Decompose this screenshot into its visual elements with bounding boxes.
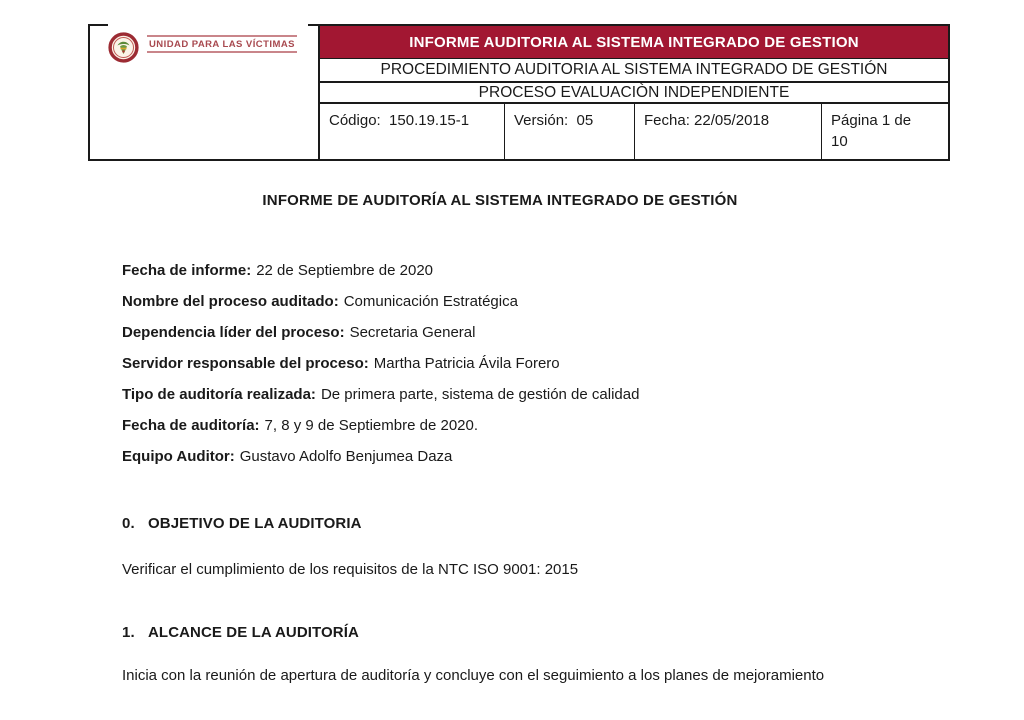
header-meta-row: [320, 104, 948, 159]
field-row-fecha-auditoria: [122, 410, 902, 441]
field-value: Martha Patricia Ávila Forero: [373, 355, 560, 372]
logo-wordmark: [147, 35, 297, 53]
meta-version: Versión: 05: [505, 104, 635, 159]
section-number: 0.: [122, 515, 135, 532]
section-body-alcance: Inicia con la reunión de apertura de auditoría y concluye con el seguimiento a los planes de mejoramiento: [122, 667, 825, 684]
field-label: Tipo de auditoría realizada:: [122, 386, 316, 403]
section-body-objetivo: Verificar el cumplimiento de los requisitos de la NTC ISO 9001: 2015: [122, 561, 579, 578]
section-heading-text: ALCANCE DE LA AUDITORÍA: [148, 624, 359, 641]
field-label: Equipo Auditor:: [122, 448, 235, 465]
logo-rule-bottom: [147, 51, 297, 53]
meta-fecha: Fecha: 22/05/2018: [635, 104, 822, 159]
logo-cell: [90, 26, 320, 159]
field-label: Fecha de informe:: [122, 262, 252, 279]
field-row-equipo-auditor: [122, 441, 902, 472]
field-value: 22 de Septiembre de 2020: [256, 262, 434, 279]
field-label: Dependencia líder del proceso:: [122, 324, 345, 341]
field-label: Servidor responsable del proceso:: [122, 355, 369, 372]
field-value: Comunicación Estratégica: [343, 293, 518, 310]
section-heading-text: OBJETIVO DE LA AUDITORIA: [148, 515, 362, 532]
field-value: Gustavo Adolfo Benjumea Daza: [239, 448, 453, 465]
report-fields: [122, 255, 902, 472]
header-table: [88, 24, 950, 161]
field-label: Nombre del proceso auditado:: [122, 293, 339, 310]
section-number: 1.: [122, 624, 135, 641]
colombia-crest-icon: [108, 32, 139, 63]
header-subtitle-procedimiento: PROCEDIMIENTO AUDITORIA AL SISTEMA INTEGRADO DE GESTIÓN: [320, 59, 948, 83]
meta-pagina: Página 1 de 10: [831, 112, 916, 150]
field-value: Secretaria General: [349, 324, 476, 341]
logo: [108, 21, 308, 73]
field-row-tipo-auditoria: [122, 379, 902, 410]
document-title: INFORME DE AUDITORÍA AL SISTEMA INTEGRADO DE GESTIÓN: [262, 192, 738, 209]
field-row-dependencia: [122, 317, 902, 348]
field-value: 7, 8 y 9 de Septiembre de 2020.: [264, 417, 479, 434]
section-heading-alcance: [122, 625, 359, 641]
meta-codigo: Código: 150.19.15-1: [320, 104, 505, 159]
header-band-title: INFORME AUDITORIA AL SISTEMA INTEGRADO DE GESTION: [320, 26, 948, 59]
field-row-fecha-informe: [122, 255, 902, 286]
logo-org-name: UNIDAD PARA LAS VÍCTIMAS: [149, 39, 295, 50]
header-subtitle-proceso: PROCESO EVALUACIÒN INDEPENDIENTE: [320, 83, 948, 104]
section-heading-objetivo: [122, 516, 362, 532]
field-value: De primera parte, sistema de gestión de calidad: [320, 386, 640, 403]
field-row-nombre-proceso: [122, 286, 902, 317]
header-info-cell: [320, 26, 948, 159]
field-label: Fecha de auditoría:: [122, 417, 260, 434]
field-row-servidor: [122, 348, 902, 379]
